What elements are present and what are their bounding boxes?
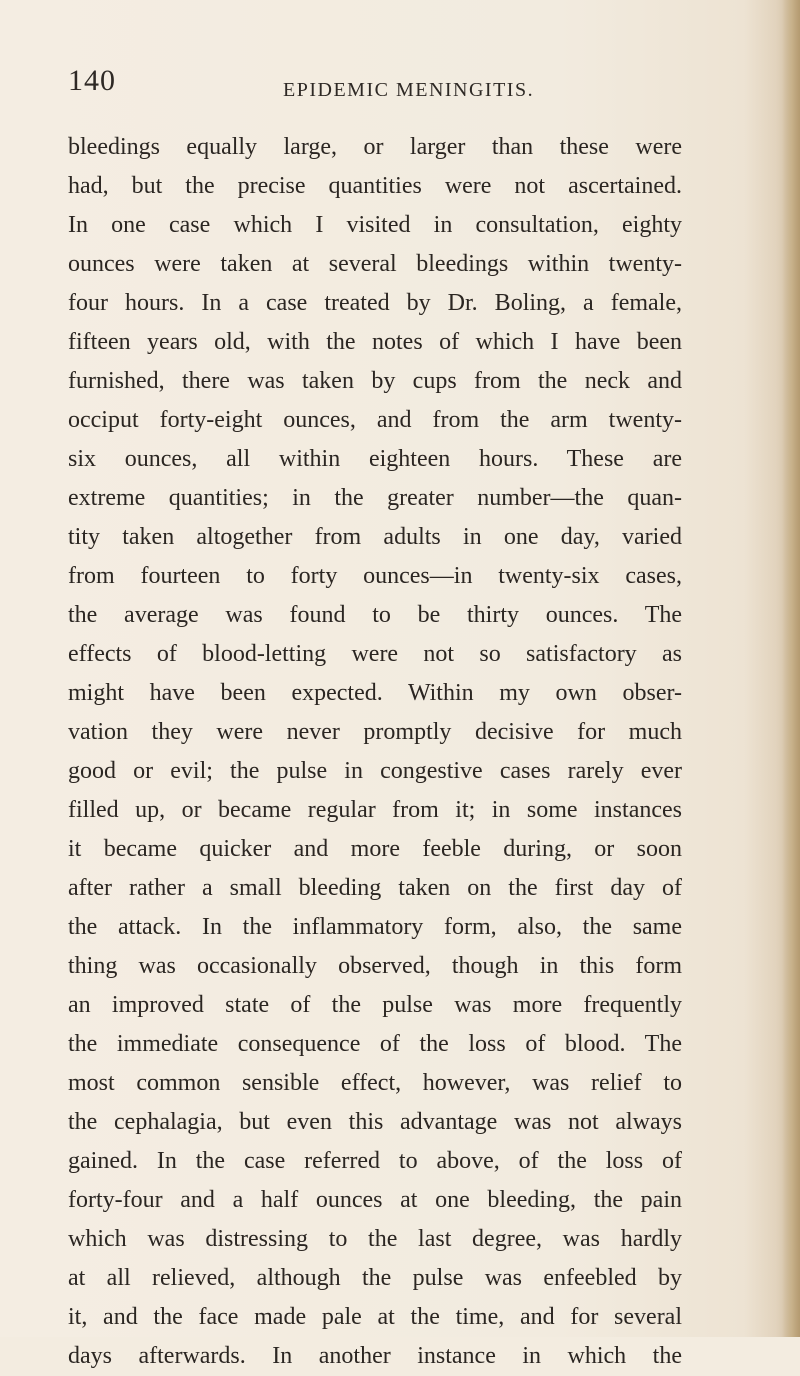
text-line: days afterwards. In another instance in which the [68, 1343, 682, 1369]
text-line: extreme quantities; in the greater number—the quan- [68, 485, 682, 511]
text-line: the immediate consequence of the loss of blood. The [68, 1031, 682, 1057]
running-head: EPIDEMIC MENINGITIS. [283, 79, 535, 101]
body-text [68, 128, 682, 1376]
text-line: gained. In the case referred to above, of the loss of [68, 1148, 682, 1174]
text-line: filled up, or became regular from it; in some instances [68, 797, 682, 823]
text-line: which was distressing to the last degree, was hardly [68, 1226, 682, 1252]
text-line: an improved state of the pulse was more frequently [68, 992, 682, 1018]
text-line: good or evil; the pulse in congestive cases rarely ever [68, 758, 682, 784]
text-line: at all relieved, although the pulse was enfeebled by [68, 1265, 682, 1291]
text-line: the average was found to be thirty ounces. The [68, 602, 682, 628]
text-line: the attack. In the inflammatory form, also, the same [68, 914, 682, 940]
text-line: effects of blood-letting were not so satisfactory as [68, 641, 682, 667]
page-edge-shadow [782, 0, 800, 1337]
text-line: occiput forty-eight ounces, and from the arm twenty- [68, 407, 682, 433]
text-line: forty-four and a half ounces at one bleeding, the pain [68, 1187, 682, 1213]
text-line: four hours. In a case treated by Dr. Boling, a female, [68, 290, 682, 316]
text-line: tity taken altogether from adults in one day, varied [68, 524, 682, 550]
text-line: from fourteen to forty ounces—in twenty-six cases, [68, 563, 682, 589]
text-line: thing was occasionally observed, though in this form [68, 953, 682, 979]
text-line: it became quicker and more feeble during, or soon [68, 836, 682, 862]
text-line: most common sensible effect, however, was relief to [68, 1070, 682, 1096]
text-line: ounces were taken at several bleedings within twenty- [68, 251, 682, 277]
text-line: vation they were never promptly decisive for much [68, 719, 682, 745]
page-number: 140 [68, 64, 116, 97]
text-line: after rather a small bleeding taken on the first day of [68, 875, 682, 901]
text-line: six ounces, all within eighteen hours. These are [68, 446, 682, 472]
text-line: the cephalagia, but even this advantage was not always [68, 1109, 682, 1135]
text-line: had, but the precise quantities were not ascertained. [68, 173, 682, 199]
text-line: fifteen years old, with the notes of which I have been [68, 329, 682, 355]
text-line: might have been expected. Within my own obser- [68, 680, 682, 706]
text-line: bleedings equally large, or larger than these were [68, 134, 682, 160]
text-line: In one case which I visited in consultation, eighty [68, 212, 682, 238]
text-line: it, and the face made pale at the time, and for several [68, 1304, 682, 1330]
text-line: furnished, there was taken by cups from the neck and [68, 368, 682, 394]
